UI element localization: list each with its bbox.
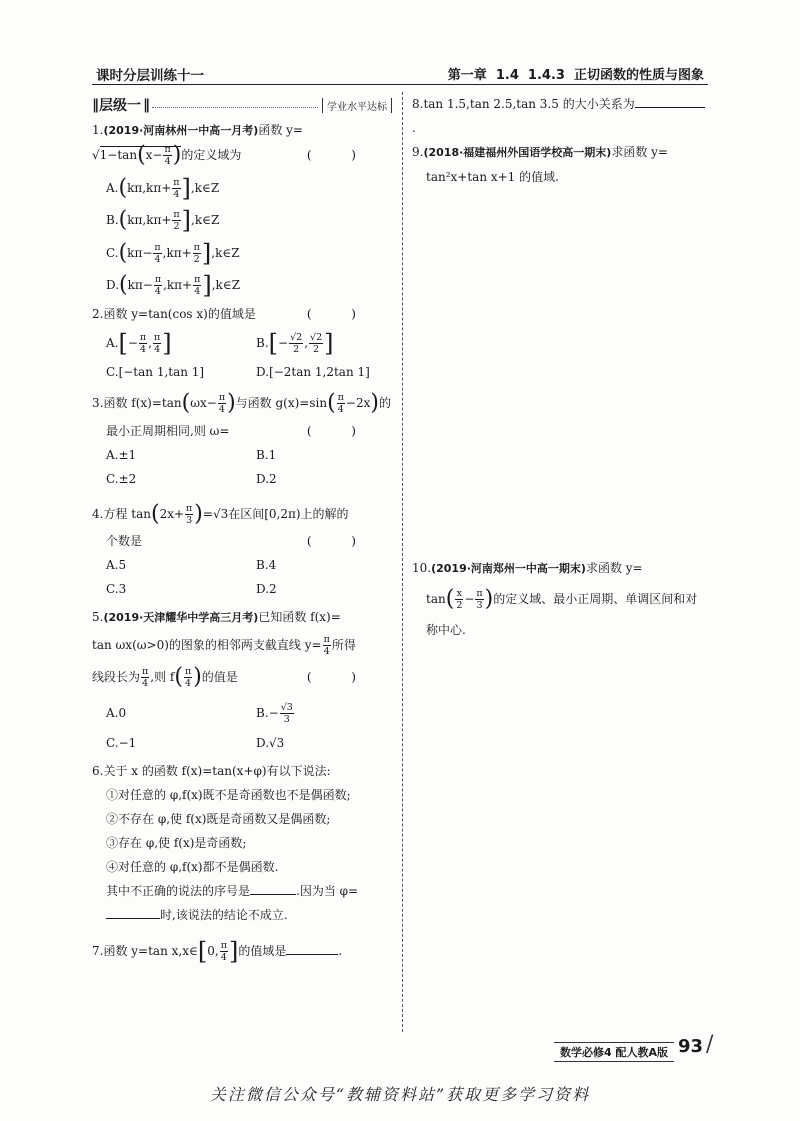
option-a[interactable]: A.[− $\frac{\pi}{4}$ , $\frac{\pi}{4}$ ] xyxy=(106,329,172,357)
answer-blank[interactable] xyxy=(286,954,338,955)
level-title: 层级一 xyxy=(99,98,141,114)
option-d[interactable]: D.(kπ− $\frac{\pi}{4}$ ,kπ+ $\frac{\pi}{4}$ ],k∈Z xyxy=(106,271,241,300)
answer-blank[interactable] xyxy=(250,894,296,895)
question-8: 8.tan 1.5,tan 2.5,tan 3.5 的大小关系为. xyxy=(412,92,708,140)
option-b[interactable]: B.1 xyxy=(256,447,277,462)
statement-1: ①对任意的 φ,f(x)既不是奇函数也不是偶函数; xyxy=(106,787,351,802)
question-source: (2019·天津耀华中学高三月考) xyxy=(103,611,259,624)
option-d[interactable]: D.2 xyxy=(256,582,277,596)
question-6: 6.关于 x 的函数 f(x)=tan(x+φ)有以下说法: ①对任意的 φ,f(x)既不是奇函数也不是偶函数; ②不存在 φ,使 f(x)既是奇函数又是偶函数; ③存在 φ,使 f(x)是奇函数; ④对任意的 φ,f(x)都不是偶函数. 其中不正确的说法的序号是 .因为当 φ= 时,该说法的结论不成立. xyxy=(92,759,392,927)
option-a[interactable]: A.5 xyxy=(106,558,127,572)
answer-paren: ( ) xyxy=(306,534,374,548)
answer-blank[interactable] xyxy=(635,107,705,108)
page: 课时分层训练十一 第一章 1.4 1.4.3 正切函数的性质与图象 ‖ 层级一 ‖ 学业水平达标 1.(2019·河南林州一中高一月考)函数 y= √1−tan(x− $\frac{\pi}{4}$ )的定义域为 ( ) A.(kπ,kπ+ $\frac{\pi}{4}$ ],k∈Z B.(kπ,kπ+ $\frac{\pi}{2}$ ],k∈Z C.(kπ− $\frac{\pi}{4}$ ,kπ+ $\frac{\pi}{2}$ ],k∈Z D.(kπ− $\frac{\pi}{4}$ ,kπ+ $\frac{\pi}{4}$ ],k∈Z 2.函数 y=tan(cos x)的值域是 ( ) A.[− $\frac{\pi}{4}$ , $\frac{\pi}{4}$ ] B.[− $\frac{√2}{2}$ , $\frac{√2}{2}$ ] C.[−tan 1,tan 1] D.[−2tan 1,2tan 1] 3.函数 f(x)=tan(ωx− $\frac{\pi}{4}$ )与函数 g(x)=sin( $\frac{\pi}{4}$ −2x)的 最小正周期相同,则 ω= ( ) A.±1 B.1 C.±2 D.2 4.方程 tan(2x+ $\frac{\pi}{3}$ )=√3在区间[0,2π)上的解的 个数是 ( ) A.5 B.4 C.3 D.2 5.(2019·天津耀华中学高三月考)已知函数 f(x)= tan ωx(ω>0)的图象的相邻两支截直线 y= $\frac{\pi}{4}$ 所得 线段长为 $\frac{\pi}{4}$ ,则 f( $\frac{\pi}{4}$ )的值是 ( ) A.0 B.− $\frac{√3}{3}$ C.−1 D.√3 6.关于 x 的函数 f(x)=tan(x+φ)有以下说法: ①对任意的 φ,f(x)既不是奇函数也不是偶函数; ②不存在 φ,使 f(x)既是奇函数又是偶函数; ③存在 φ,使 f(x)是奇函数; ④对任意的 φ,f(x)都不是偶函数. 其中不正确的说法的序号是 .因为当 φ= 时,该说法的结论不成立. 7.函数 y=tan x,x∈[0, $\frac{\pi}{4}$ ]的值域是 . 8.tan 1.5,tan 2.5,tan 3.5 的大小关系为. 9.(2018·福建福州外国语学校高一期末)求函数 y= tan²x+tan x+1 的值域. 10.(2019·河南郑州一中高一期末)求函数 y= tan( $\frac{x}{2}$ − $\frac{\pi}{3}$ )的定义域、最小正周期、单调区间和对 称中心. 数学必修4 配人教A版 93 / 关注微信公众号“教辅资料站”获取更多学习资料 xyxy=(0,0,800,1121)
question-source: (2019·河南郑州一中高一期末) xyxy=(431,562,586,575)
statement-3: ③存在 φ,使 f(x)是奇函数; xyxy=(106,835,247,850)
question-1: 1.(2019·河南林州一中高一月考)函数 y= √1−tan(x− $\frac{\pi}{4}$ )的定义域为 ( ) A.(kπ,kπ+ $\frac{\pi}{4}$ ],k∈Z B.(kπ,kπ+ $\frac{\pi}{2}$ ],k∈Z C.(kπ− $\frac{\pi}{4}$ ,kπ+ $\frac{\pi}{2}$ ],k∈Z D.(kπ− $\frac{\pi}{4}$ ,kπ+ $\frac{\pi}{4}$ ],k∈Z xyxy=(92,118,392,302)
option-c[interactable]: C.3 xyxy=(106,582,127,596)
question-7: 7.函数 y=tan x,x∈[0, $\frac{\pi}{4}$ ]的值域是 . xyxy=(92,937,343,965)
level-bar: ‖ 层级一 ‖ 学业水平达标 xyxy=(92,92,392,118)
question-10: 10.(2019·河南郑州一中高一期末)求函数 y= tan( $\frac{x}{2}$ − $\frac{\pi}{3}$ )的定义域、最小正周期、单调区间和对 称中心. xyxy=(412,561,698,637)
option-d[interactable]: D.2 xyxy=(256,471,277,486)
option-b[interactable]: B.− $\frac{√3}{3}$ xyxy=(256,701,293,725)
answer-blank[interactable] xyxy=(106,918,160,919)
option-c[interactable]: C.[−tan 1,tan 1] xyxy=(106,365,205,379)
page-number: 93 xyxy=(678,1036,704,1057)
question-source: (2019·河南林州一中高一月考) xyxy=(103,124,259,137)
option-b[interactable]: B.(kπ,kπ+ $\frac{\pi}{2}$ ],k∈Z xyxy=(106,206,220,235)
answer-paren: ( ) xyxy=(306,148,374,162)
option-c[interactable]: C.−1 xyxy=(106,735,137,750)
option-c[interactable]: C.±2 xyxy=(106,471,137,486)
question-2: 2.函数 y=tan(cos x)的值域是 ( ) A.[− $\frac{\pi}{4}$ , $\frac{\pi}{4}$ ] B.[− $\frac{√2}{2}$ , $\frac{√2}{2}$ ] C.[−tan 1,tan 1] D.[−2tan 1,2tan 1] xyxy=(92,302,392,385)
answer-paren: ( ) xyxy=(306,670,374,684)
option-a[interactable]: A.0 xyxy=(106,705,127,720)
question-4: 4.方程 tan(2x+ $\frac{\pi}{3}$ )=√3在区间[0,2π)上的解的 个数是 ( ) A.5 B.4 C.3 D.2 xyxy=(92,499,392,602)
option-d[interactable]: D.[−2tan 1,2tan 1] xyxy=(256,365,370,379)
question-source: (2018·福建福州外国语学校高一期末) xyxy=(423,146,612,159)
question-9: 9.(2018·福建福州外国语学校高一期末)求函数 y= tan²x+tan x+1 的值域. xyxy=(412,145,668,184)
option-d[interactable]: D.√3 xyxy=(256,735,285,750)
watermark-note: 关注微信公众号“教辅资料站”获取更多学习资料 xyxy=(209,1085,591,1104)
header-left: 课时分层训练十一 xyxy=(96,68,204,84)
answer-paren: ( ) xyxy=(306,306,374,321)
header-right: 第一章 1.4 1.4.3 正切函数的性质与图象 xyxy=(447,68,704,83)
option-a[interactable]: A.±1 xyxy=(106,447,137,462)
column-divider xyxy=(402,92,403,1032)
option-b[interactable]: B.4 xyxy=(256,558,277,572)
option-b[interactable]: B.[− $\frac{√2}{2}$ , $\frac{√2}{2}$ ] xyxy=(256,329,334,357)
option-a[interactable]: A.(kπ,kπ+ $\frac{\pi}{4}$ ],k∈Z xyxy=(106,174,220,202)
header-rule xyxy=(92,84,708,85)
statement-2: ②不存在 φ,使 f(x)既是奇函数又是偶函数; xyxy=(106,811,331,826)
question-5: 5.(2019·天津耀华中学高三月考)已知函数 f(x)= tan ωx(ω>0)的图象的相邻两支截直线 y= $\frac{\pi}{4}$ 所得 线段长为 $\frac{\pi}{4}$ ,则 f( $\frac{\pi}{4}$ )的值是 ( ) A.0 B.− $\frac{√3}{3}$ C.−1 D.√3 xyxy=(92,605,392,755)
level-subtitle: 学业水平达标 xyxy=(322,98,392,113)
book-tag: 数学必修4 配人教A版 xyxy=(554,1042,674,1062)
left-column xyxy=(92,92,392,967)
statement-4: ④对任意的 φ,f(x)都不是偶函数. xyxy=(106,859,279,874)
option-c[interactable]: C.(kπ− $\frac{\pi}{4}$ ,kπ+ $\frac{\pi}{2}$ ],k∈Z xyxy=(106,239,240,267)
answer-paren: ( ) xyxy=(306,423,374,438)
right-column xyxy=(412,92,708,637)
sqrt-expr: 1−tan(x− $\frac{\pi}{4}$ ) xyxy=(99,142,182,168)
question-3: 3.函数 f(x)=tan(ωx− $\frac{\pi}{4}$ )与函数 g(x)=sin( $\frac{\pi}{4}$ −2x)的 最小正周期相同,则 ω= ( ) A.±1 B.1 C.±2 D.2 xyxy=(92,388,392,491)
